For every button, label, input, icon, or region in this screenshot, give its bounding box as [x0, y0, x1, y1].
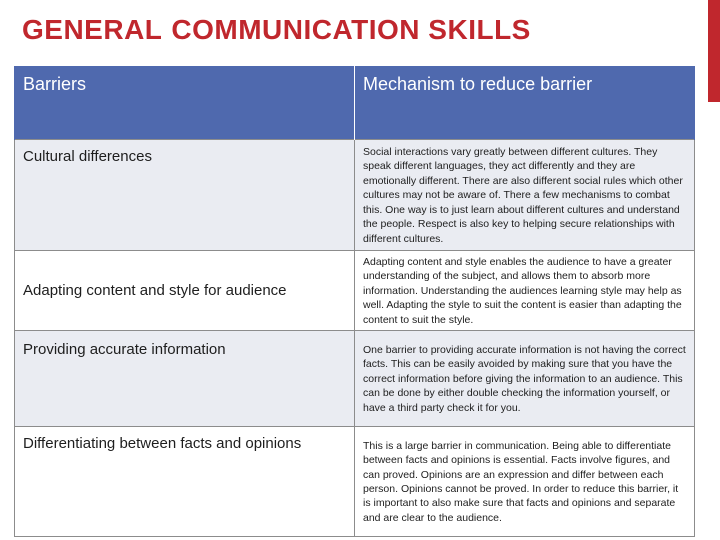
- slide-title: [22, 14, 531, 46]
- title-words-communication-skills: COMMUNICATION SKILLS: [171, 14, 531, 45]
- table-header-row: [15, 66, 695, 140]
- table-row: [15, 251, 695, 331]
- mechanism-cell: One barrier to providing accurate information is not having the correct facts. This can be easily avoided by making sure that you have the correct information before giving the information to an audience. This can be done by either double checking the information yourself, or have a third party check it for you.: [355, 331, 695, 427]
- table-row: [15, 331, 695, 427]
- barrier-cell: Providing accurate information: [15, 331, 355, 427]
- accent-bar: [708, 0, 720, 102]
- barriers-table: [14, 66, 695, 537]
- barrier-cell: Adapting content and style for audience: [15, 251, 355, 331]
- header-mechanism: Mechanism to reduce barrier: [355, 66, 695, 140]
- mechanism-cell: Social interactions vary greatly between different cultures. They speak different languages, they act differently and they are emotionally different. There are also different social rules which other cultures may not be aware of. There a few mechanisms to combat this. One way is to just learn about different cultures and understand the people. Respect is also key to helping secure relationships with different cultures.: [355, 140, 695, 251]
- mechanism-cell: This is a large barrier in communication. Being able to differentiate between facts and opinions is essential. Facts involve figures, and can proved. Opinions are an expression and differ between each person. Opinions cannot be proved. In order to reduce this barrier, it is important to also make sure that facts and opinions and separate and are clear to the audience.: [355, 427, 695, 537]
- mechanism-cell: Adapting content and style enables the audience to have a greater understanding of the subject, and allows them to absorb more information. Understanding the audiences learning style may help as well. Adapting the style to suit the content is easier than adapting the content to suit the style.: [355, 251, 695, 331]
- title-word-general: GENERAL: [22, 14, 163, 45]
- table-row: [15, 427, 695, 537]
- barrier-cell: Differentiating between facts and opinions: [15, 427, 355, 537]
- barrier-cell: Cultural differences: [15, 140, 355, 251]
- header-barriers: Barriers: [15, 66, 355, 140]
- table-row: [15, 140, 695, 251]
